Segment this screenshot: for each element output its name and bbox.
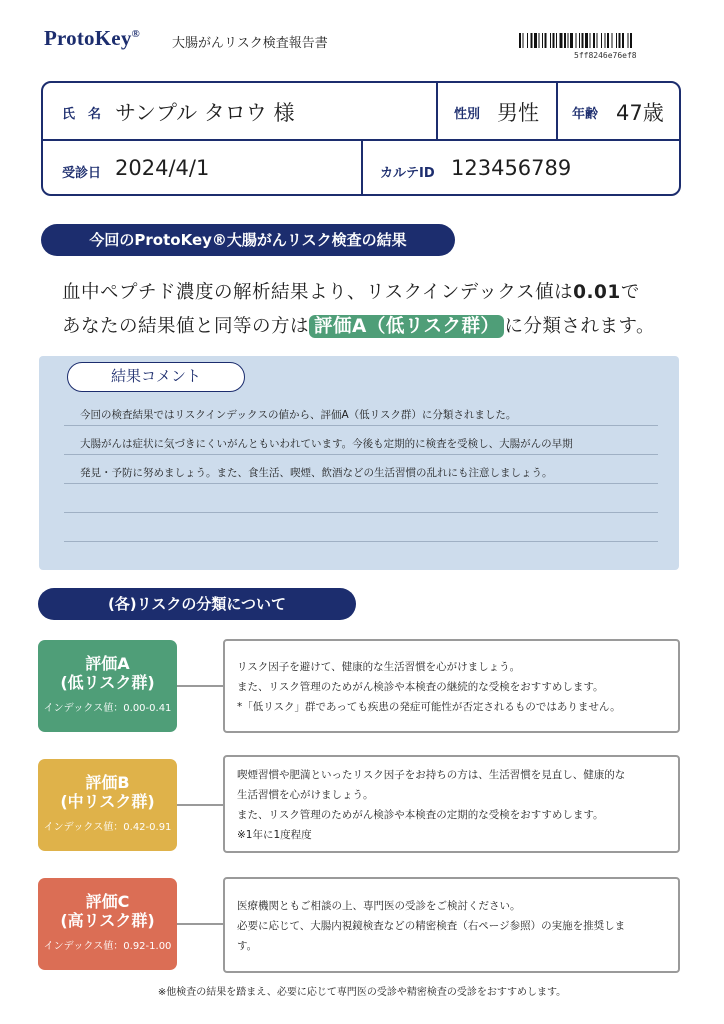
result-section-title: 今回のProtoKey®大腸がんリスク検査の結果 xyxy=(41,224,455,256)
comment-line: 大腸がんは症状に気づきにくいがんともいわれています。今後も定期的に検査を受検し、大腸がんの早期 xyxy=(80,438,573,450)
index-value: 0.01 xyxy=(573,282,621,303)
visit-date-value: 2024/4/1 xyxy=(115,156,210,180)
grade-c-connector xyxy=(177,923,224,925)
result-line-2: あなたの結果値と同等の方は 評価A（低リスク群） に分類されます。 xyxy=(62,316,655,337)
grade-c-group: (高リスク群) xyxy=(60,911,155,930)
protokey-logo: ProtoKey® xyxy=(44,26,140,50)
comment-rule xyxy=(64,483,658,484)
karte-id-value: 123456789 xyxy=(451,156,572,180)
grade-b-description: 喫煙習慣や肥満といったリスク因子をお持ちの方は、生活習慣を見直し、健康的な 生活習慣を心がけましょう。 また、リスク管理のためがん検診や本検査の定期的な受検をおすすめします。 ※1年に1度程度 xyxy=(223,755,680,853)
grade-a-description: リスク因子を避けて、健康的な生活習慣を心がけましょう。 また、リスク管理のためがん検診や本検査の継続的な受検をおすすめします。 *「低リスク」群であっても疾患の発症可能性が否定されるものではありません。 xyxy=(223,639,680,733)
grade-a-range: インデックス値：0.00-0.41 xyxy=(43,703,172,714)
name-value: サンプル タロウ 様 xyxy=(115,101,295,125)
comment-rule xyxy=(64,512,658,513)
grade-c-description: 医療機関ともご相談の上、専門医の受診をご検討ください。 必要に応じて、大腸内視鏡検査などの精密検査（右ページ参照）の実施を推奨しま す。 xyxy=(223,877,680,973)
grade-c-card xyxy=(38,878,177,970)
grade-a-connector xyxy=(177,685,224,687)
sex-label: 性別 xyxy=(454,107,481,122)
barcode-icon xyxy=(519,33,684,48)
comment-rule xyxy=(64,454,658,455)
comment-rule xyxy=(64,425,658,426)
result-line-1: 血中ペプチド濃度の解析結果より、リスクインデックス値は0.01で xyxy=(62,282,640,303)
grade-c-name: 評価C xyxy=(85,892,130,911)
grade-c-range: インデックス値：0.92-1.00 xyxy=(43,941,172,952)
grade-b-name: 評価B xyxy=(85,773,130,792)
footnote: ※他検査の結果を踏まえ、必要に応じて専門医の受診や精密検査の受診をおすすめします。 xyxy=(157,987,567,998)
age-label: 年齢 xyxy=(572,107,599,122)
grade-b-card xyxy=(38,759,177,851)
grade-b-group: (中リスク群) xyxy=(60,792,155,811)
grade-a-card xyxy=(38,640,177,732)
patient-box-divider xyxy=(436,81,438,140)
document-title: 大腸がんリスク検査報告書 xyxy=(172,36,328,51)
grade-b-connector xyxy=(177,804,224,806)
comment-rule xyxy=(64,541,658,542)
age-value: 47歳 xyxy=(616,101,664,125)
patient-box-divider xyxy=(556,81,558,140)
karte-id-label: カルテID xyxy=(380,166,435,181)
grade-b-range: インデックス値：0.42-0.91 xyxy=(43,822,172,833)
sex-value: 男性 xyxy=(497,101,539,125)
comment-line: 発見・予防に努めましょう。また、食生活、喫煙、飲酒などの生活習慣の乱れにも注意しましょう。 xyxy=(80,467,553,479)
barcode-id: 5ff8246e76ef8 xyxy=(574,51,637,60)
grade-a-name: 評価A xyxy=(85,654,130,673)
visit-date-label: 受診日 xyxy=(62,166,102,181)
result-comment-title: 結果コメント xyxy=(67,362,245,392)
grade-highlight: 評価A（低リスク群） xyxy=(309,315,504,338)
categories-section-title: (各)リスクの分類について xyxy=(38,588,356,620)
grade-a-group: (低リスク群) xyxy=(60,673,155,692)
patient-box-divider xyxy=(361,139,363,196)
comment-line: 今回の検査結果ではリスクインデックスの値から、評価A（低リスク群）に分類されました。 xyxy=(80,409,517,421)
name-label: 氏 名 xyxy=(62,107,102,122)
